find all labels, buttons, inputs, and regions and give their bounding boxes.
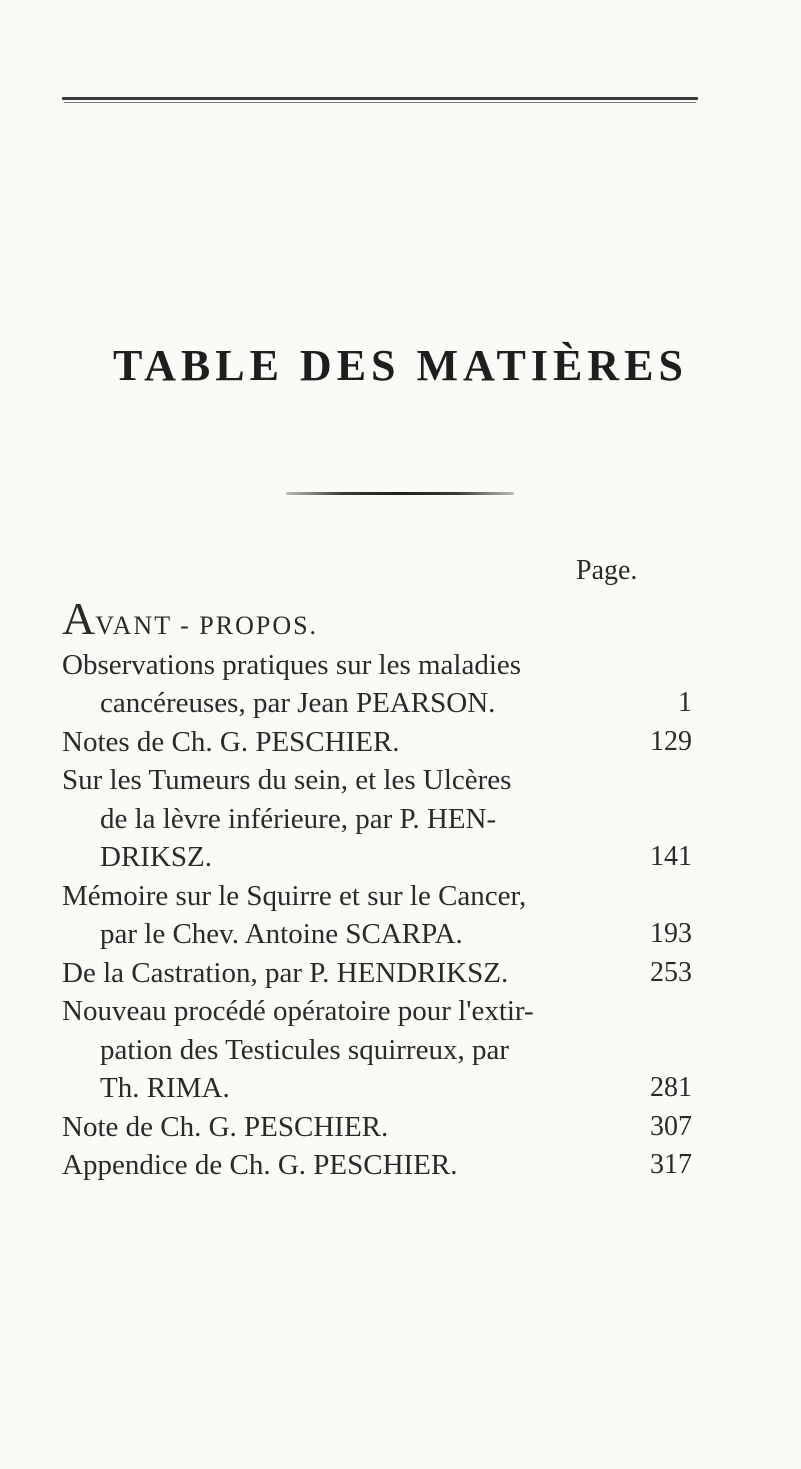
avant-propos-heading (62, 593, 632, 646)
toc-entry[interactable] (62, 1108, 692, 1147)
toc-entry-page: 1 (678, 687, 692, 718)
toc-entry-line: Note de Ch. G. PESCHIER. (62, 1110, 389, 1143)
toc-entry[interactable] (62, 992, 692, 1108)
toc-entry-page: 317 (650, 1149, 692, 1180)
toc-entry-page: 193 (650, 918, 692, 949)
toc-entry-line: DRIKSZ. (100, 841, 212, 873)
toc-entry-line: cancéreuses, par Jean PEARSON. (100, 687, 496, 719)
toc-entry-line: De la Castration, par P. HENDRIKSZ. (62, 956, 509, 989)
toc-entry[interactable] (62, 1146, 692, 1185)
toc-entry-line: Nouveau procédé opératoire pour l'extir- (62, 995, 534, 1027)
avant-propos-initial: A (62, 593, 96, 644)
toc-entry[interactable] (62, 646, 692, 723)
toc-entry[interactable] (62, 723, 692, 762)
toc-entry-page: 281 (650, 1072, 692, 1103)
page-title: TABLE DES MATIÈRES (113, 341, 688, 390)
table-of-contents (62, 593, 692, 1185)
toc-entry-line: de la lèvre inférieure, par P. HEN- (100, 802, 497, 835)
page-column-label: Page. (576, 555, 638, 586)
toc-entry-page: 141 (650, 841, 692, 872)
toc-entry-page: 253 (650, 956, 692, 988)
top-rule-thin (64, 102, 696, 103)
toc-entry-page: 129 (650, 725, 692, 757)
toc-entry-line: par le Chev. Antoine SCARPA. (100, 918, 463, 950)
toc-entry-page: 307 (650, 1110, 692, 1142)
top-rule (62, 97, 698, 100)
toc-entry-line: Mémoire sur le Squirre et sur le Cancer, (62, 879, 527, 912)
toc-entry-line: pation des Testicules squirreux, par (100, 1033, 509, 1066)
toc-entry-line: Th. RIMA. (100, 1072, 230, 1104)
toc-entry-line: Appendice de Ch. G. PESCHIER. (62, 1149, 458, 1181)
avant-propos-rest: VANT - PROPOS. (95, 611, 319, 640)
toc-entry-line: Observations pratiques sur les maladies (62, 648, 522, 681)
toc-entry-line: Sur les Tumeurs du sein, et les Ulcères (62, 764, 512, 796)
toc-entry[interactable] (62, 761, 692, 877)
toc-entry[interactable] (62, 954, 692, 993)
toc-entry-line: Notes de Ch. G. PESCHIER. (62, 725, 400, 758)
title-divider (286, 492, 514, 495)
toc-entry[interactable] (62, 877, 692, 954)
